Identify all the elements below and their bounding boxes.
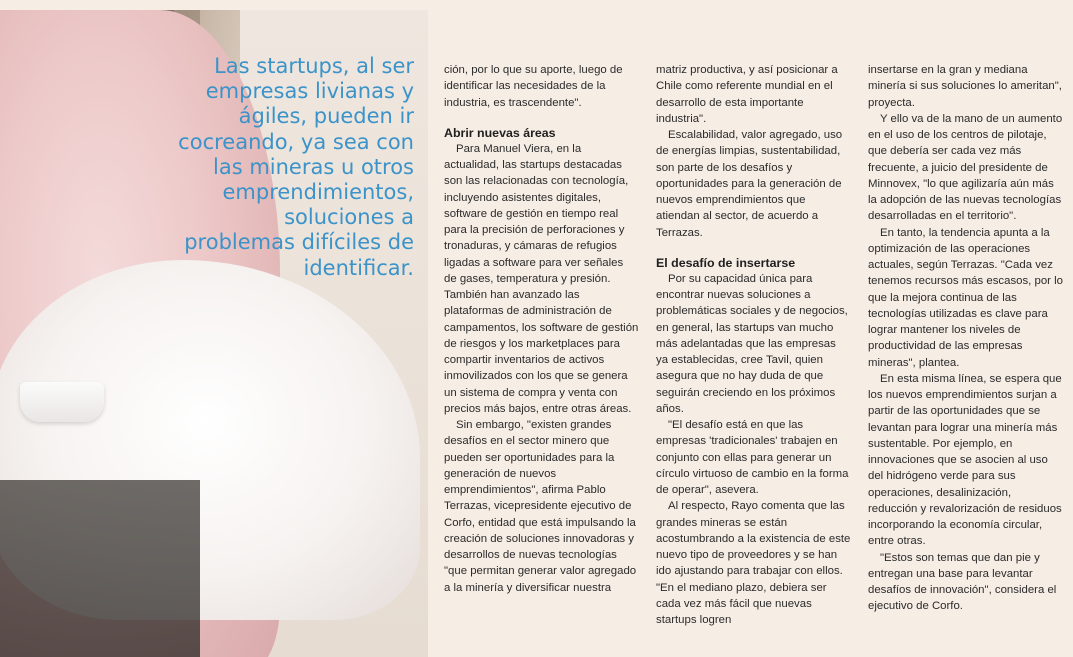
article-column-3 (868, 62, 1063, 615)
article-column-2 (656, 62, 851, 628)
paragraph: Sin embargo, "existen grandes desafíos en el sector minero que pueden ser oportunidades para la generación de nuevos emprendimientos", afirma Pablo Terrazas, vicepresidente ejecutivo de Corfo, entidad que está impulsando la creación de soluciones innovadoras y desarrollos de nuevas tecnologías "que permitan generar valor agregado a la minería y diversificar nuestra (444, 419, 637, 594)
hero-photo (0, 10, 428, 657)
paragraph: Escalabilidad, valor agregado, uso de energías limpias, sustentabilidad, son parte de los desafíos y oportunidades para la generación de nuevos emprendimientos que atiendan al sector, de acuerdo a Terrazas. (656, 129, 843, 239)
photo-coffee-cup (20, 382, 104, 422)
paragraph: Al respecto, Rayo comenta que las grandes mineras se están acostumbrando a la existencia de este nuevo tipo de proveedores y se han ido ajustando para trabajar con ellos. "En el mediano plazo, debiera ser cada vez más fácil que nuevas startups logren (656, 500, 851, 626)
paragraph: insertarse en la gran y mediana minería si sus soluciones lo ameritan", proyecta. (868, 64, 1062, 109)
paragraph: ción, por lo que su aporte, luego de identificar las necesidades de la industria, es trascendente". (444, 64, 623, 109)
article-column-1 (444, 62, 639, 596)
paragraph: "Estos son temas que dan pie y entregan una base para levantar desafíos de innovación", considera el ejecutivo de Corfo. (868, 551, 1057, 613)
paragraph: En esta misma línea, se espera que los nuevos emprendimientos surjan a partir de las oportunidades que se levantan para lograr una minería más sustentable. Por ejemplo, en innovaciones que se asocien al uso del hidrógeno verde para sus operaciones, desalinización, reducción y revalorización de residuos incorporando la economía circular, entre otras. (868, 372, 1062, 548)
section-heading: Abrir nuevas áreas (444, 125, 556, 140)
paragraph: Para Manuel Viera, en la actualidad, las startups destacadas son las relacionadas con tecnología, incluyendo asistentes digitales, software de gestión en tiempo real para la precisión de perforaciones y tronaduras, y cámaras de refugios ligadas a software para ver señales de gases, temperatura y presión. También han avanzado las plataformas de administración de campamentos, los software de gestión de riesgos y los marketplaces para compartir inventarios de activos inmovilizados con los que se genera un sistema de compra y venta con precios más bajos, entre otras áreas. (444, 142, 639, 415)
paragraph: En tanto, la tendencia apunta a la optimización de las operaciones actuales, según Terrazas. "Cada vez tenemos recursos más escasos, por lo que la mejora continua de las tecnologías utilizadas es clave para lograr mantener los niveles de productividad de las empresas mineras", plantea. (868, 226, 1063, 369)
section-heading: El desafío de insertarse (656, 255, 796, 270)
paragraph: Por su capacidad única para encontrar nuevas soluciones a problemáticas sociales y de negocios, en general, las startups van mucho más adelantadas que las empresas ya establecidas, cree Tavil, quien asegura que no hay duda de que seguirán creciendo en los próximos años. (656, 272, 848, 415)
photo-desk (0, 480, 200, 657)
pull-quote: Las startups, al ser empresas livianas y ágiles, pueden ir cocreando, ya sea con las mineras u otros emprendimientos, soluciones a problemas difíciles de identificar. (178, 54, 414, 280)
paragraph: "El desafío está en que las empresas 'tradicionales' trabajen en conjunto con ellas para generar un círculo virtuoso de cambio en la forma de operar", asevera. (656, 419, 849, 496)
paragraph: Y ello va de la mano de un aumento en el uso de los centros de pilotaje, que debería ser cada vez más frecuente, a juicio del presidente de Minnovex, "lo que agilizaría aún más la adopción de las nuevas tecnologías desarrolladas en el territorio". (868, 112, 1063, 223)
paragraph: matriz productiva, y así posicionar a Chile como referente mundial en el desarrollo de esta importante industria". (656, 64, 838, 125)
